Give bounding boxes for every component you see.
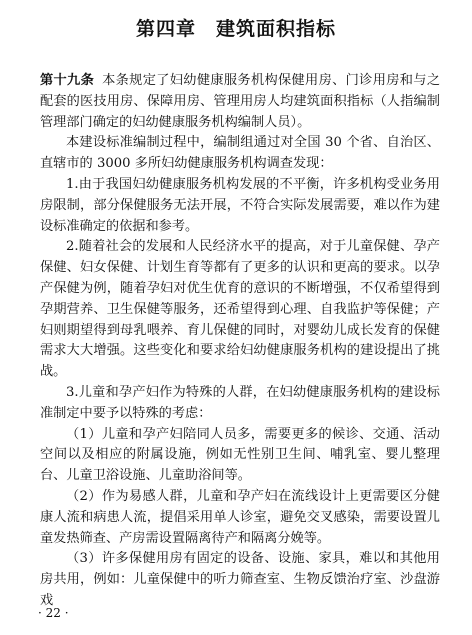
article-text: 本条规定了妇幼健康服务机构保健用房、门诊用房和与之配套的医技用房、保障用房、管理用房人均建筑面积指标（人指编制管理部门确定的妇幼健康服务机构编制人员）。	[40, 73, 441, 130]
paragraph-subpoint-3: （3）许多保健用房有固定的设备、设施、家具，难以和其他用房共用，例如：儿童保健中的听力筛查室、生物反馈治疗室、沙盘游戏	[40, 551, 440, 608]
article-label: 第十九条	[40, 73, 95, 88]
paragraph-point-2: 2.随着社会的发展和人民经济水平的提高，对于儿童保健、孕产保健、妇女保健、计划生育等都有了更多的认识和更高的要求。以孕产保健为例，随着孕妇对优生优育的意识的不断增强，不仅希望得到孕期营养、卫生保健等服务，还希望得到心理、自我监护等保健；产妇则期望得到母乳喂养、育儿保健的同时，对婴幼儿成长发育的保健需求大大增强。这些变化和要求给妇幼健康服务机构的建设提出了挑战。	[40, 239, 440, 380]
paragraph-point-3: 3.儿童和孕产妇作为特殊的人群，在妇幼健康服务机构的建设标准制定中要予以特殊的考虑：	[40, 384, 440, 421]
chapter-title: 第四章 建筑面积指标	[135, 18, 336, 40]
page-number: · 22 ·	[38, 606, 69, 620]
body-text	[40, 71, 440, 612]
paragraph-subpoint-2: （2）作为易感人群，儿童和孕产妇在流线设计上更需要区分健康人流和病患人流，提倡采用单人诊室，避免交叉感染，需要设置儿童发热筛查、产房需设置隔离待产和隔离分娩等。	[40, 488, 440, 546]
article-paragraph	[40, 71, 440, 133]
paragraph-point-1: 1.由于我国妇幼健康服务机构发展的不平衡，许多机构受业务用房限制，部分保健服务无法开展，不符合实际发展需要，难以作为建设标准确定的依据和参考。	[40, 176, 440, 234]
paragraph-subpoint-1: （1）儿童和孕产妇陪同人员多，需要更多的候诊、交通、活动空间以及相应的附属设施，例如无性别卫生间、哺乳室、婴儿整理台、儿童卫浴设施、儿童助浴间等。	[40, 426, 440, 484]
paragraph-survey: 本建设标准编制过程中，编制组通过对全国 30 个省、自治区、直辖市的 3000 多所妇幼健康服务机构调查发现：	[40, 135, 440, 172]
